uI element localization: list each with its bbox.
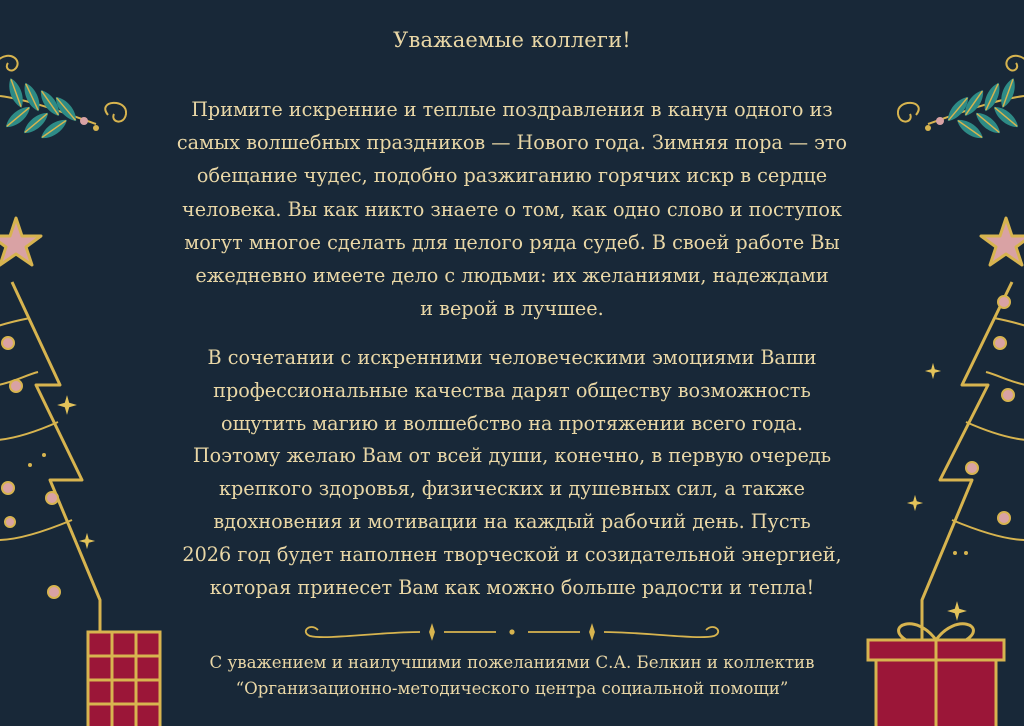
- paragraph-1-line: самых волшебных праздников — Нового года. Зимняя пора — это: [176, 131, 848, 155]
- paragraph-1-line: ежедневно имеете дело с людьми: их желаниями, надеждами: [195, 264, 829, 288]
- paragraph-2-line: 2026 год будет наполнен творческой и созидательной энергией,: [182, 542, 842, 566]
- paragraph-2-line: вдохновения и мотивации на каждый рабочий день. Пусть: [213, 509, 811, 533]
- letter-greeting: Уважаемые коллеги!: [393, 28, 631, 52]
- signature-line: С уважением и наилучшими пожеланиями С.А. Белкин и коллектив: [209, 653, 815, 672]
- paragraph-1-line: Примите искренние и теплые поздравления в канун одного из: [191, 98, 833, 121]
- paragraph-1-line: могут многое сделать для целого ряда судеб. В своей работе Вы: [184, 230, 840, 254]
- ornamental-divider-icon: [306, 626, 718, 638]
- paragraph-2-line: которая принесет Вам как можно больше радости и тепла!: [209, 575, 815, 599]
- signature: [0, 650, 1024, 702]
- paragraph-2-line: ощутить магию и волшебство на протяжении всего года.: [221, 411, 803, 435]
- paragraph-1-line: человека. Вы как никто знаете о том, как одно слово и поступок: [182, 197, 842, 221]
- paragraph-2-line: Поэтому желаю Вам от всей души, конечно, в первую очередь: [192, 444, 832, 468]
- paragraph-1: [0, 93, 1024, 325]
- paragraph-1-line: обещание чудес, подобно разжиганию горячих искр в сердце: [196, 164, 828, 188]
- paragraph-2-line: В сочетании с искренними человеческими эмоциями Ваши: [207, 346, 817, 369]
- paragraph-1-line: и верой в лучшее.: [420, 297, 604, 321]
- paragraph-2: [0, 342, 1024, 604]
- paragraph-2-line: крепкого здоровья, физических и душевных сил, а также: [219, 477, 805, 501]
- paragraph-2-line: профессиональные качества дарят обществу возможность: [213, 378, 811, 402]
- signature-line: “Организационно-методического центра социальной помощи”: [235, 679, 789, 698]
